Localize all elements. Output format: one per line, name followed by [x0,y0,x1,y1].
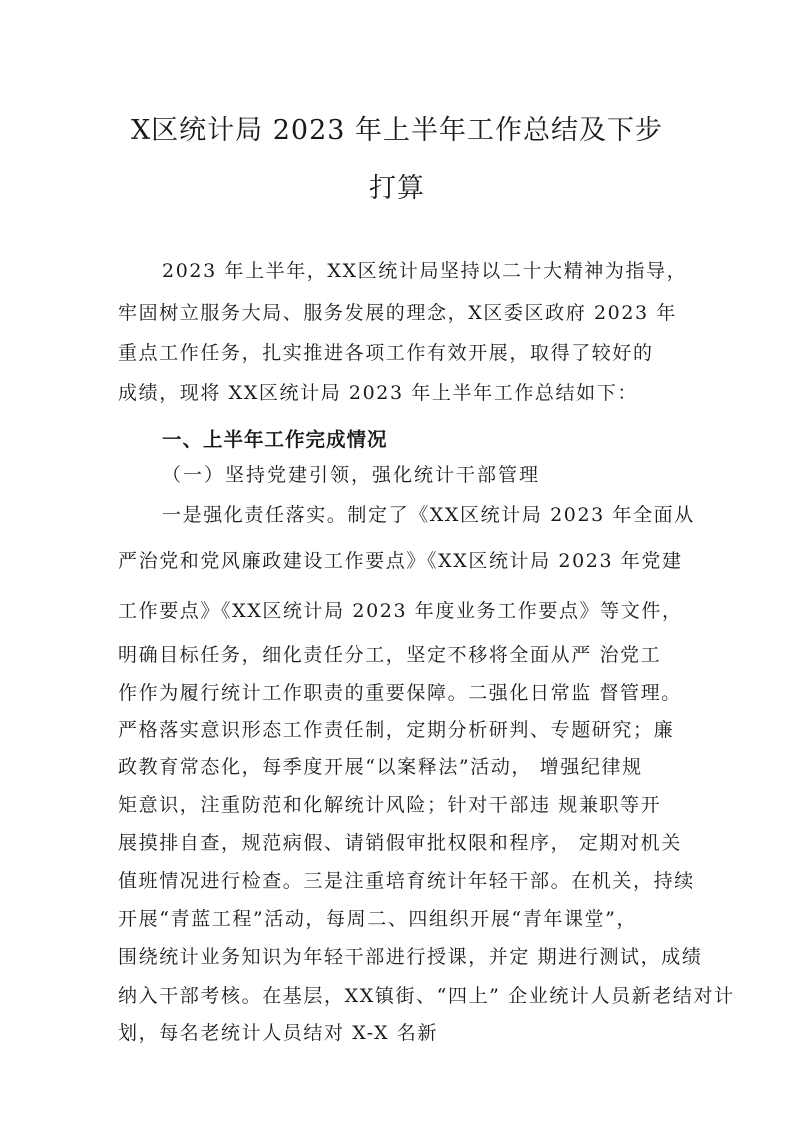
body-line-14: 划，每名老统计人员结对 X-X 名新 [118,1022,438,1044]
body-line-10: 值班情况进行检查。三是注重培育统计年轻干部。在机关，持续 [118,870,695,892]
body-line-13: 纳入干部考核。在基层，XX镇街、“四上” 企业统计人员新老结对计 [118,985,735,1007]
body-line-5: 作作为履行统计工作职责的重要保障。二强化日常监 督管理。 [118,682,682,704]
body-line-9: 展摸排自查，规范病假、请销假审批权限和程序， 定期对机关 [118,832,682,854]
body-line-3: 工作要点》《XX区统计局 2023 年度业务工作要点》等文件， [118,600,683,622]
subsection-heading: （一）坚持党建引领，强化统计干部管理 [162,464,541,486]
intro-line-1: 2023 年上半年，XX区统计局坚持以二十大精神为指导， [162,260,688,282]
section-heading: 一、上半年工作完成情况 [162,428,388,451]
body-line-11: 开展“青蓝工程”活动，每周二、四组织开展“青年课堂”， [118,908,638,930]
body-line-4: 明确目标任务，细化责任分工，坚定不移将全面从严 治党工 [118,644,662,666]
document-title-line-1: X区统计局 2023 年上半年工作总结及下步 [130,115,664,146]
body-line-1: 一是强化责任落实。制定了《XX区统计局 2023 年全面从 [162,504,695,526]
intro-line-4: 成绩，现将 XX区统计局 2023 年上半年工作总结如下： [118,382,638,404]
body-line-6: 严格落实意识形态工作责任制，定期分析研判、专题研究；廉 [118,719,675,741]
intro-line-3: 重点工作任务，扎实推进各项工作有效开展，取得了较好的 [118,342,654,364]
body-line-2: 严治党和党风廉政建设工作要点》《XX区统计局 2023 年党建 [118,550,683,572]
body-line-12: 围绕统计业务知识为年轻干部进行授课，并定 期进行测试，成绩 [118,946,703,968]
body-line-7: 政教育常态化，每季度开展“以案释法”活动， 增强纪律规 [118,756,643,778]
document-title-line-2: 打算 [369,173,425,204]
intro-line-2: 牢固树立服务大局、服务发展的理念，X区委区政府 2023 年 [118,302,677,324]
body-line-8: 矩意识，注重防范和化解统计风险；针对干部违 规兼职等开 [118,794,662,816]
